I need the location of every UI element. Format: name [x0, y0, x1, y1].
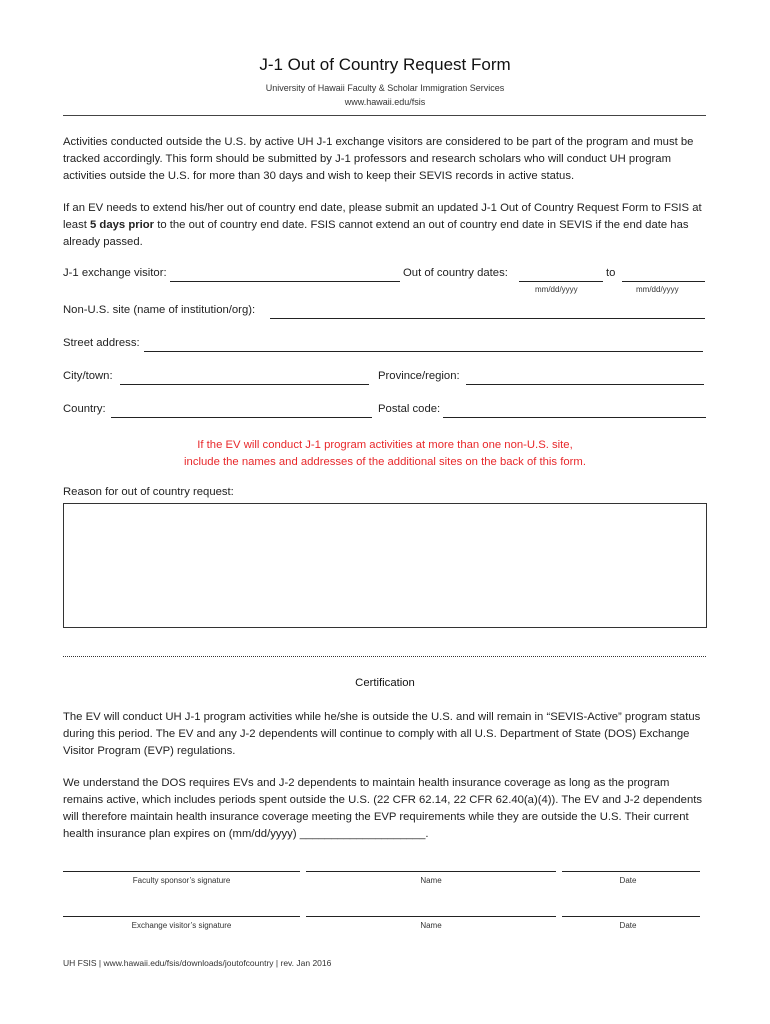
certification-paragraph-1: The EV will conduct UH J-1 program activities while he/she is outside the U.S. and will remain in “SEVIS-Active” program status during this period. The EV and any J-2 dependents will continue to comply with all U.S. Department of State (DOS) Exchange Visitor Program (EVP) regulations.	[63, 711, 701, 757]
dates-label: Out of country dates:	[403, 267, 508, 279]
site-label: Non-U.S. site (name of institution/org):	[63, 304, 256, 316]
visitor-date-line[interactable]	[562, 916, 700, 917]
start-date-hint: mm/dd/yyyy	[535, 285, 578, 294]
visitor-name-line[interactable]	[306, 916, 556, 917]
visitor-name-label: Name	[420, 921, 442, 930]
sponsor-signature-line[interactable]	[63, 871, 300, 872]
intro-p2-start: If an EV needs to extend his/her out of country end date, please submit an updated J-1 Out of Country Request Form to FSIS at least	[63, 202, 702, 231]
intro-paragraph-2	[63, 200, 711, 251]
end-date-hint: mm/dd/yyyy	[636, 285, 679, 294]
street-field[interactable]	[144, 351, 703, 352]
certification-heading: Certification	[355, 677, 415, 689]
certification-paragraph-2: We understand the DOS requires EVs and J-2 dependents to maintain health insurance coverage as long as the program remains active, which includes periods spent outside the U.S. (22 CFR 62.14, 22 CFR 62.40(a)(4)). The EV and J-2 dependents will therefore maintain health insurance coverage meeting the EVP requirements while they are outside the U.S. Their current health insurance plan expires on (mm/dd/yyyy) ____________________.	[63, 777, 703, 840]
country-label: Country:	[63, 403, 106, 415]
org-url: www.hawaii.edu/fsis	[344, 97, 426, 107]
intro-p2-end: to the out of country end date. FSIS cannot extend an out of country end date in SEVIS if the end date has already passed.	[63, 219, 689, 248]
visitor-label: J-1 exchange visitor:	[63, 267, 167, 279]
province-field[interactable]	[466, 384, 704, 385]
visitor-date-label: Date	[619, 921, 637, 930]
city-field[interactable]	[120, 384, 369, 385]
city-label: City/town:	[63, 370, 113, 382]
sponsor-date-line[interactable]	[562, 871, 700, 872]
page-footer: UH FSIS | www.hawaii.edu/fsis/downloads/joutofcountry | rev. Jan 2016	[63, 958, 332, 968]
street-label: Street address:	[63, 337, 140, 349]
form-title: J-1 Out of Country Request Form	[259, 55, 511, 74]
reason-label: Reason for out of country request:	[63, 486, 234, 498]
visitor-field[interactable]	[170, 281, 400, 282]
reason-textarea[interactable]	[63, 503, 707, 628]
dotted-divider	[63, 656, 706, 657]
multi-site-notice-line-1: If the EV will conduct J-1 program activities at more than one non-U.S. site,	[197, 439, 573, 451]
country-field[interactable]	[111, 417, 372, 418]
sponsor-name-line[interactable]	[306, 871, 556, 872]
intro-p2-emphasis: 5 days prior	[90, 219, 155, 231]
sponsor-date-label: Date	[619, 876, 637, 885]
dates-to-label: to	[606, 267, 616, 279]
province-label: Province/region:	[378, 370, 460, 382]
visitor-signature-label: Exchange visitor’s signature	[131, 921, 232, 930]
site-field[interactable]	[270, 318, 705, 319]
postal-label: Postal code:	[378, 403, 441, 415]
sponsor-name-label: Name	[420, 876, 442, 885]
postal-field[interactable]	[443, 417, 706, 418]
sponsor-signature-label: Faculty sponsor’s signature	[132, 876, 231, 885]
org-name: University of Hawaii Faculty & Scholar Immigration Services	[265, 83, 505, 93]
header-divider	[63, 115, 706, 116]
start-date-field[interactable]	[519, 281, 603, 282]
intro-paragraph-1: Activities conducted outside the U.S. by active UH J-1 exchange visitors are considered to be part of the program and must be tracked accordingly. This form should be submitted by J-1 professors and research scholars who will conduct UH program activities outside the U.S. for more than 30 days and wish to keep their SEVIS records in active status.	[63, 136, 694, 182]
visitor-signature-line[interactable]	[63, 916, 300, 917]
end-date-field[interactable]	[622, 281, 705, 282]
multi-site-notice-line-2: include the names and addresses of the additional sites on the back of this form.	[184, 456, 586, 468]
